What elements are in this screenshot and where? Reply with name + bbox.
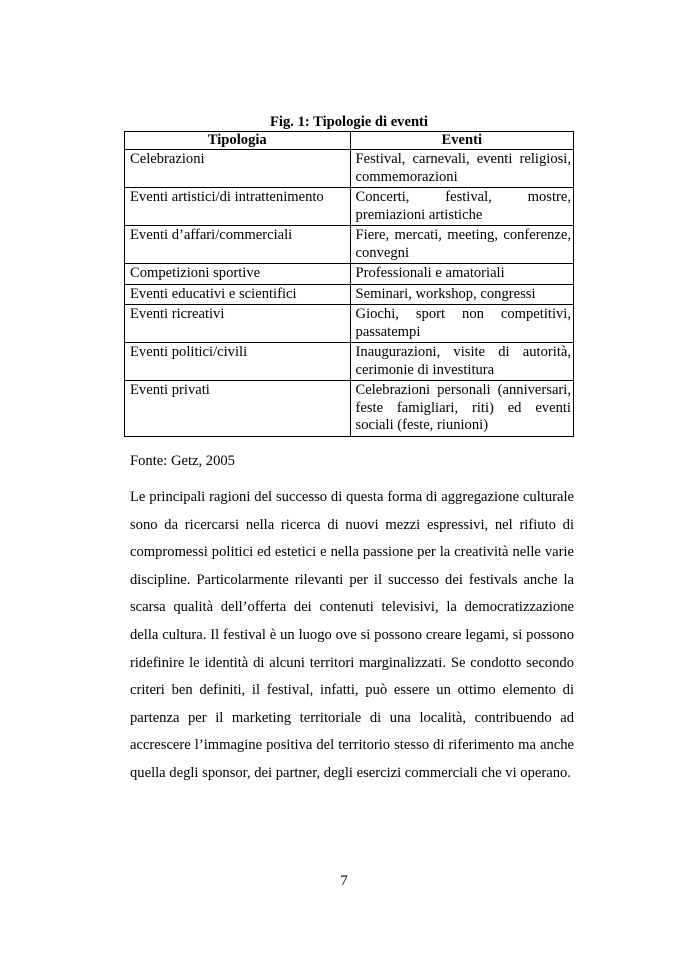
cell-eventi: Festival, carnevali, eventi religiosi, commemorazioni	[350, 150, 573, 188]
table-row	[125, 264, 574, 285]
cell-tipologia: Eventi ricreativi	[125, 305, 351, 343]
table-row	[125, 305, 574, 343]
table-row	[125, 150, 574, 188]
cell-tipologia: Celebrazioni	[125, 150, 351, 188]
column-header-eventi: Eventi	[350, 132, 573, 150]
cell-tipologia: Eventi educativi e scientifici	[125, 284, 351, 305]
figure-caption: Fig. 1: Tipologie di eventi	[270, 114, 428, 130]
cell-tipologia: Eventi d’affari/commerciali	[125, 226, 351, 264]
cell-eventi: Seminari, workshop, congressi	[350, 284, 573, 305]
cell-eventi: Concerti, festival, mostre, premiazioni artistiche	[350, 188, 573, 226]
table-header-row	[125, 132, 574, 150]
cell-eventi: Inaugurazioni, visite di autorità, cerimonie di investitura	[350, 343, 573, 381]
page-number: 7	[340, 873, 348, 889]
body-paragraph: Le principali ragioni del successo di questa forma di aggregazione culturale sono da ricercarsi nella ricerca di nuovi mezzi espressivi, nel rifiuto di compromessi politici ed estetici e nella passione per la creatività nelle varie discipline. Particolarmente rilevanti per il successo dei festivals anche la scarsa qualità dell’offerta dei contenuti televisivi, la democratizzazione della cultura. Il festival è un luogo ove si possono creare legami, si possono ridefinire le identità di alcuni territori marginalizzati. Se condotto secondo criteri ben definiti, il festival, infatti, può essere un ottimo elemento di partenza per il marketing territoriale di una località, contribuendo ad accrescere l’immagine positiva del territorio stesso di riferimento ma anche quella degli sponsor, dei partner, degli esercizi commerciali che vi operano.	[130, 489, 574, 781]
cell-eventi: Fiere, mercati, meeting, conferenze, convegni	[350, 226, 573, 264]
cell-tipologia: Competizioni sportive	[125, 264, 351, 285]
table-row	[125, 381, 574, 437]
cell-tipologia: Eventi privati	[125, 381, 351, 437]
cell-eventi: Giochi, sport non competitivi, passatempi	[350, 305, 573, 343]
cell-eventi: Professionali e amatoriali	[350, 264, 573, 285]
table-row	[125, 343, 574, 381]
table-row	[125, 284, 574, 305]
cell-tipologia: Eventi politici/civili	[125, 343, 351, 381]
cell-tipologia: Eventi artistici/di intrattenimento	[125, 188, 351, 226]
table-row	[125, 188, 574, 226]
column-header-tipologia: Tipologia	[125, 132, 351, 150]
cell-eventi: Celebrazioni personali (anniversari, feste famigliari, riti) ed eventi sociali (feste, riunioni)	[350, 381, 573, 437]
event-types-table	[124, 131, 574, 437]
figure-source: Fonte: Getz, 2005	[130, 453, 235, 469]
table-row	[125, 226, 574, 264]
